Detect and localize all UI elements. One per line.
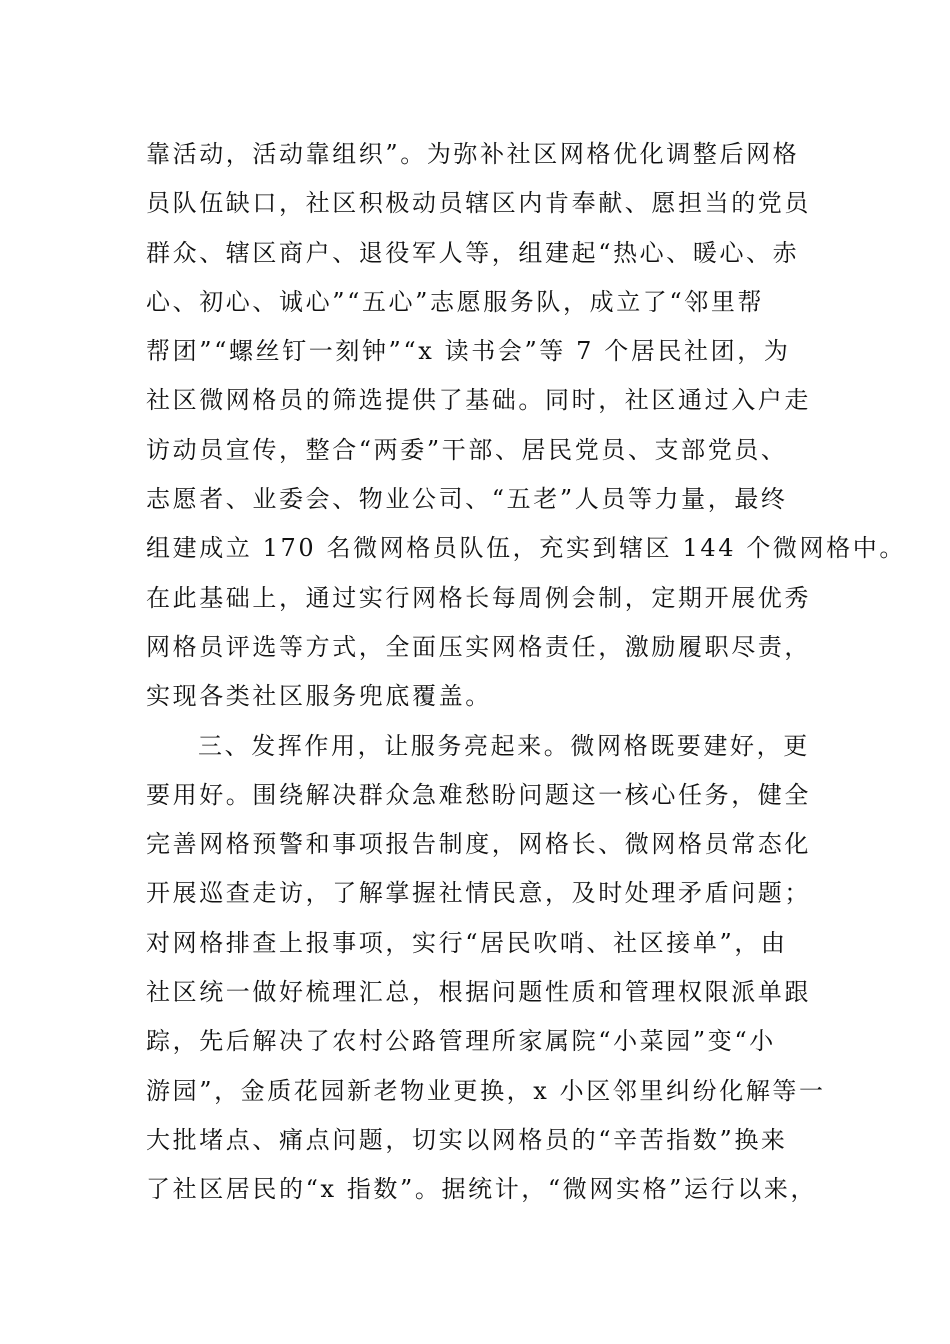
text-line: 对网格排查上报事项，实行“居民吹哨、社区接单”，由 — [146, 928, 788, 957]
text-line: 帮团”“螺丝钉一刻钟”“x 读书会”等 7 个居民社团，为 — [146, 337, 791, 366]
text-line: 踪，先后解决了农村公路管理所家属院“小菜园”变“小 — [146, 1027, 776, 1056]
text-line: 社区微网格员的筛选提供了基础。同时，社区通过入户走 — [146, 386, 811, 415]
text-line: 靠活动，活动靠组织”。为弥补社区网格优化调整后网格 — [146, 140, 800, 168]
text-line: 社区统一做好梳理汇总，根据问题性质和管理权限派单跟 — [146, 978, 811, 1007]
text-line: 访动员宣传，整合“两委”干部、居民党员、支部党员、 — [146, 435, 788, 464]
text-line: 员队伍缺口，社区积极动员辖区内肯奉献、愿担当的党员 — [146, 189, 811, 218]
text-line: 了社区居民的“x 指数”。据统计，“微网实格”运行以来， — [146, 1175, 818, 1204]
text-line: 实现各类社区服务兜底覆盖。 — [146, 682, 492, 711]
text-line: 志愿者、业委会、物业公司、“五老”人员等力量，最终 — [146, 485, 788, 514]
text-line: 要用好。围绕解决群众急难愁盼问题这一核心任务，健全 — [146, 780, 811, 809]
text-line: 在此基础上，通过实行网格长每周例会制，定期开展优秀 — [146, 583, 811, 612]
text-line: 组建成立 170 名微网格员队伍，充实到辖区 144 个微网格中。 — [146, 534, 906, 563]
text-line: 网格员评选等方式，全面压实网格责任，激励履职尽责， — [146, 632, 811, 661]
text-line: 游园”，金质花园新老物业更换，x 小区邻里纠纷化解等一 — [146, 1076, 826, 1105]
body-text — [146, 130, 906, 1215]
text-line: 完善网格预警和事项报告制度，网格长、微网格员常态化 — [146, 830, 811, 859]
text-line: 大批堵点、痛点问题，切实以网格员的“辛苦指数”换来 — [146, 1125, 788, 1154]
paragraph-heading-line: 三、发挥作用，让服务亮起来。微网格既要建好，更 — [198, 731, 810, 760]
text-line: 群众、辖区商户、退役军人等，组建起“热心、暖心、赤 — [146, 238, 800, 267]
text-line: 开展巡查走访，了解掌握社情民意，及时处理矛盾问题； — [146, 879, 811, 908]
text-line: 心、初心、诚心”“五心”志愿服务队，成立了“邻里帮 — [146, 287, 765, 316]
